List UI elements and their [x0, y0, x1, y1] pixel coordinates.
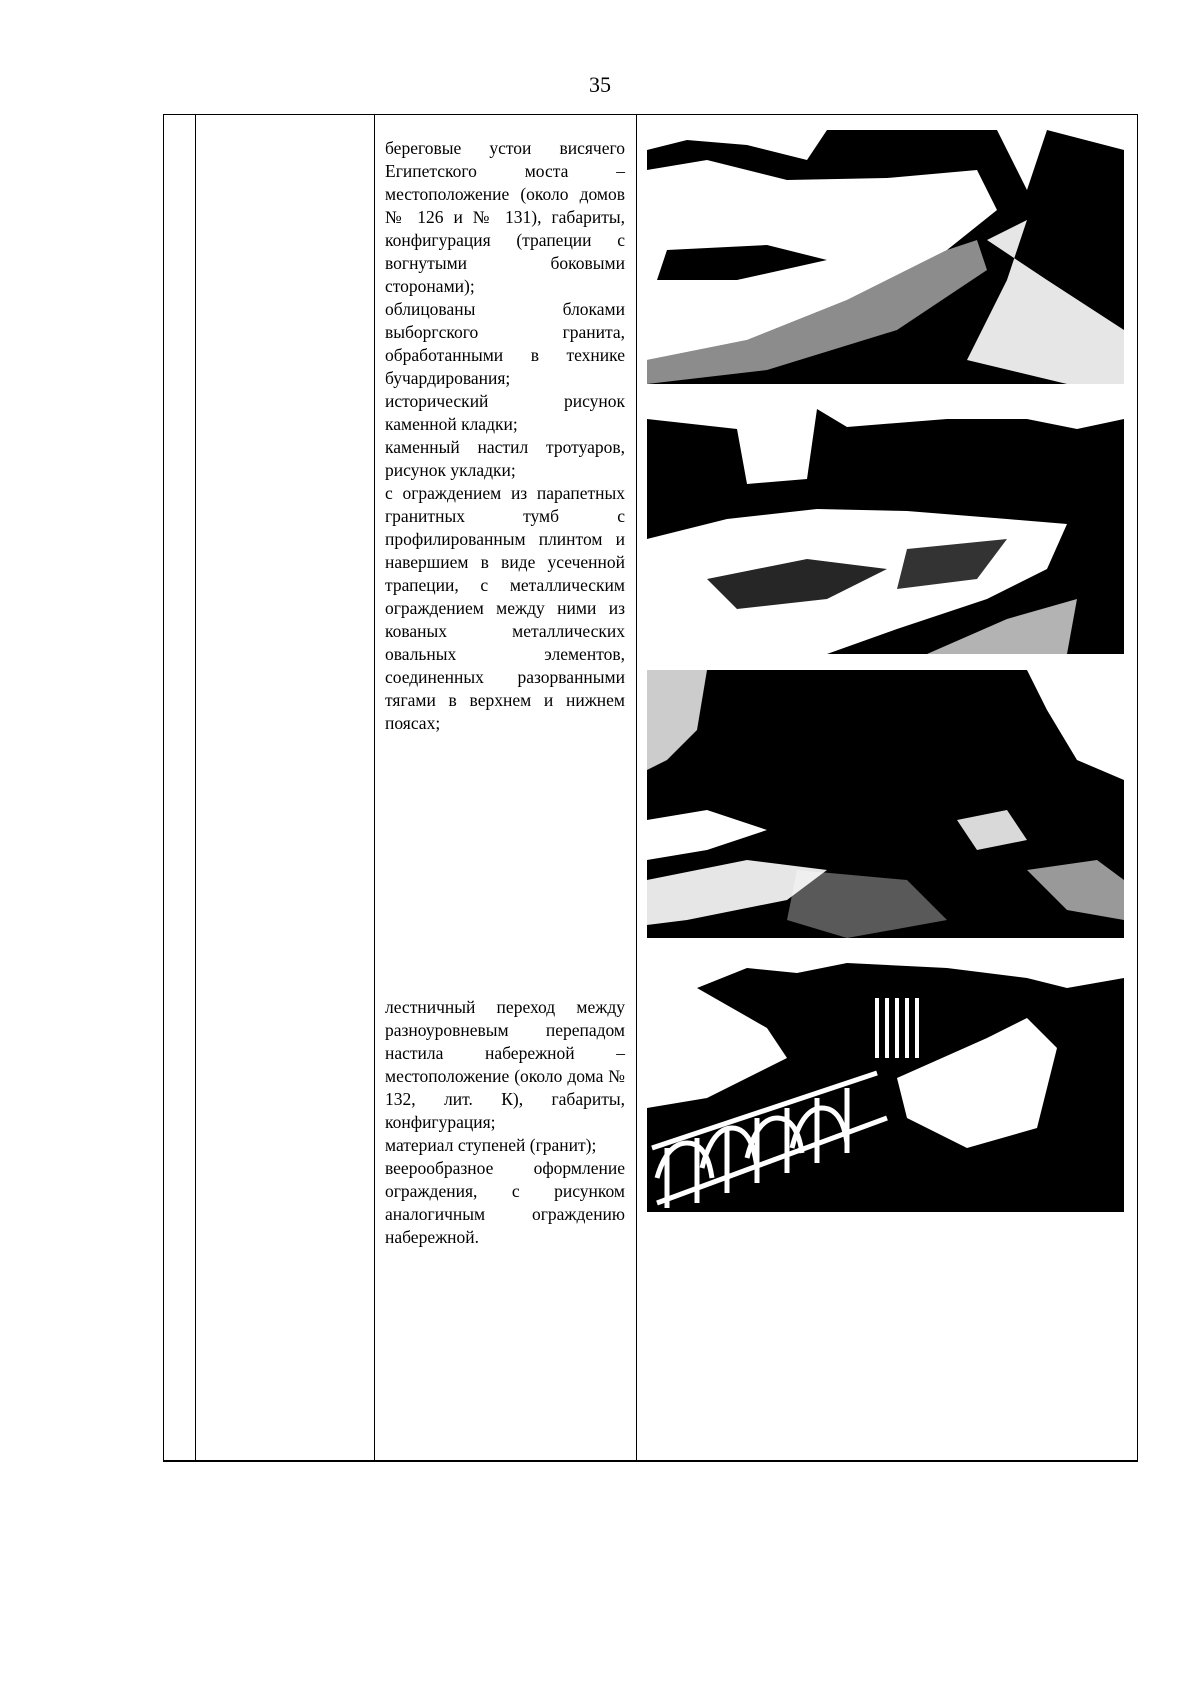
photo-embankment-trees-image — [647, 130, 1124, 384]
page-number: 35 — [589, 72, 611, 97]
description-item: каменный настил тротуаров, рисунок укладки; — [385, 437, 625, 480]
photo-fence-stairs-image — [647, 948, 1124, 1212]
table-border-top — [163, 114, 1138, 115]
document-table — [163, 114, 1138, 1462]
description-item: береговые устои висячего Египетского моста – местоположение (около домов № 126 и № 131), габариты, конфигурация (трапеции с вогнутыми боковыми сторонами); — [385, 138, 625, 296]
table-border-left — [163, 114, 164, 1462]
photo-garden-bushes — [647, 670, 1124, 938]
photo-buildings-quay-image — [647, 399, 1124, 654]
photo-buildings-quay — [647, 399, 1124, 654]
photo-garden-bushes-image — [647, 670, 1124, 938]
description-item: исторический рисунок каменной кладки; — [385, 391, 625, 434]
column-divider-1 — [195, 114, 196, 1462]
photo-embankment-trees — [647, 130, 1124, 384]
description-block-2 — [385, 996, 625, 1249]
description-item: материал ступеней (гранит); — [385, 1135, 597, 1155]
photo-fence-stairs — [647, 948, 1124, 1212]
description-block-1 — [385, 137, 625, 735]
description-item: лестничный переход между разноуровневым перепадом настила набережной – местоположение (около дома № 132, лит. К), габариты, конфигурация; — [385, 997, 625, 1132]
table-border-bottom — [163, 1460, 1138, 1462]
table-border-right — [1137, 114, 1138, 1462]
column-divider-2 — [374, 114, 375, 1462]
description-item: веерообразное оформление ограждения, с рисунком аналогичным ограждению набережной. — [385, 1158, 625, 1247]
description-item: облицованы блоками выборгского гранита, обработанными в технике бучардирования; — [385, 299, 625, 388]
description-item: с ограждением из парапетных гранитных тумб с профилированным плинтом и навершием в виде усеченной трапеции, с металлическим ограждением между ними из кованых металлических овальных элементов, соединенных разорванными тягами в верхнем и нижнем поясах; — [385, 483, 625, 733]
column-divider-3 — [636, 114, 637, 1462]
